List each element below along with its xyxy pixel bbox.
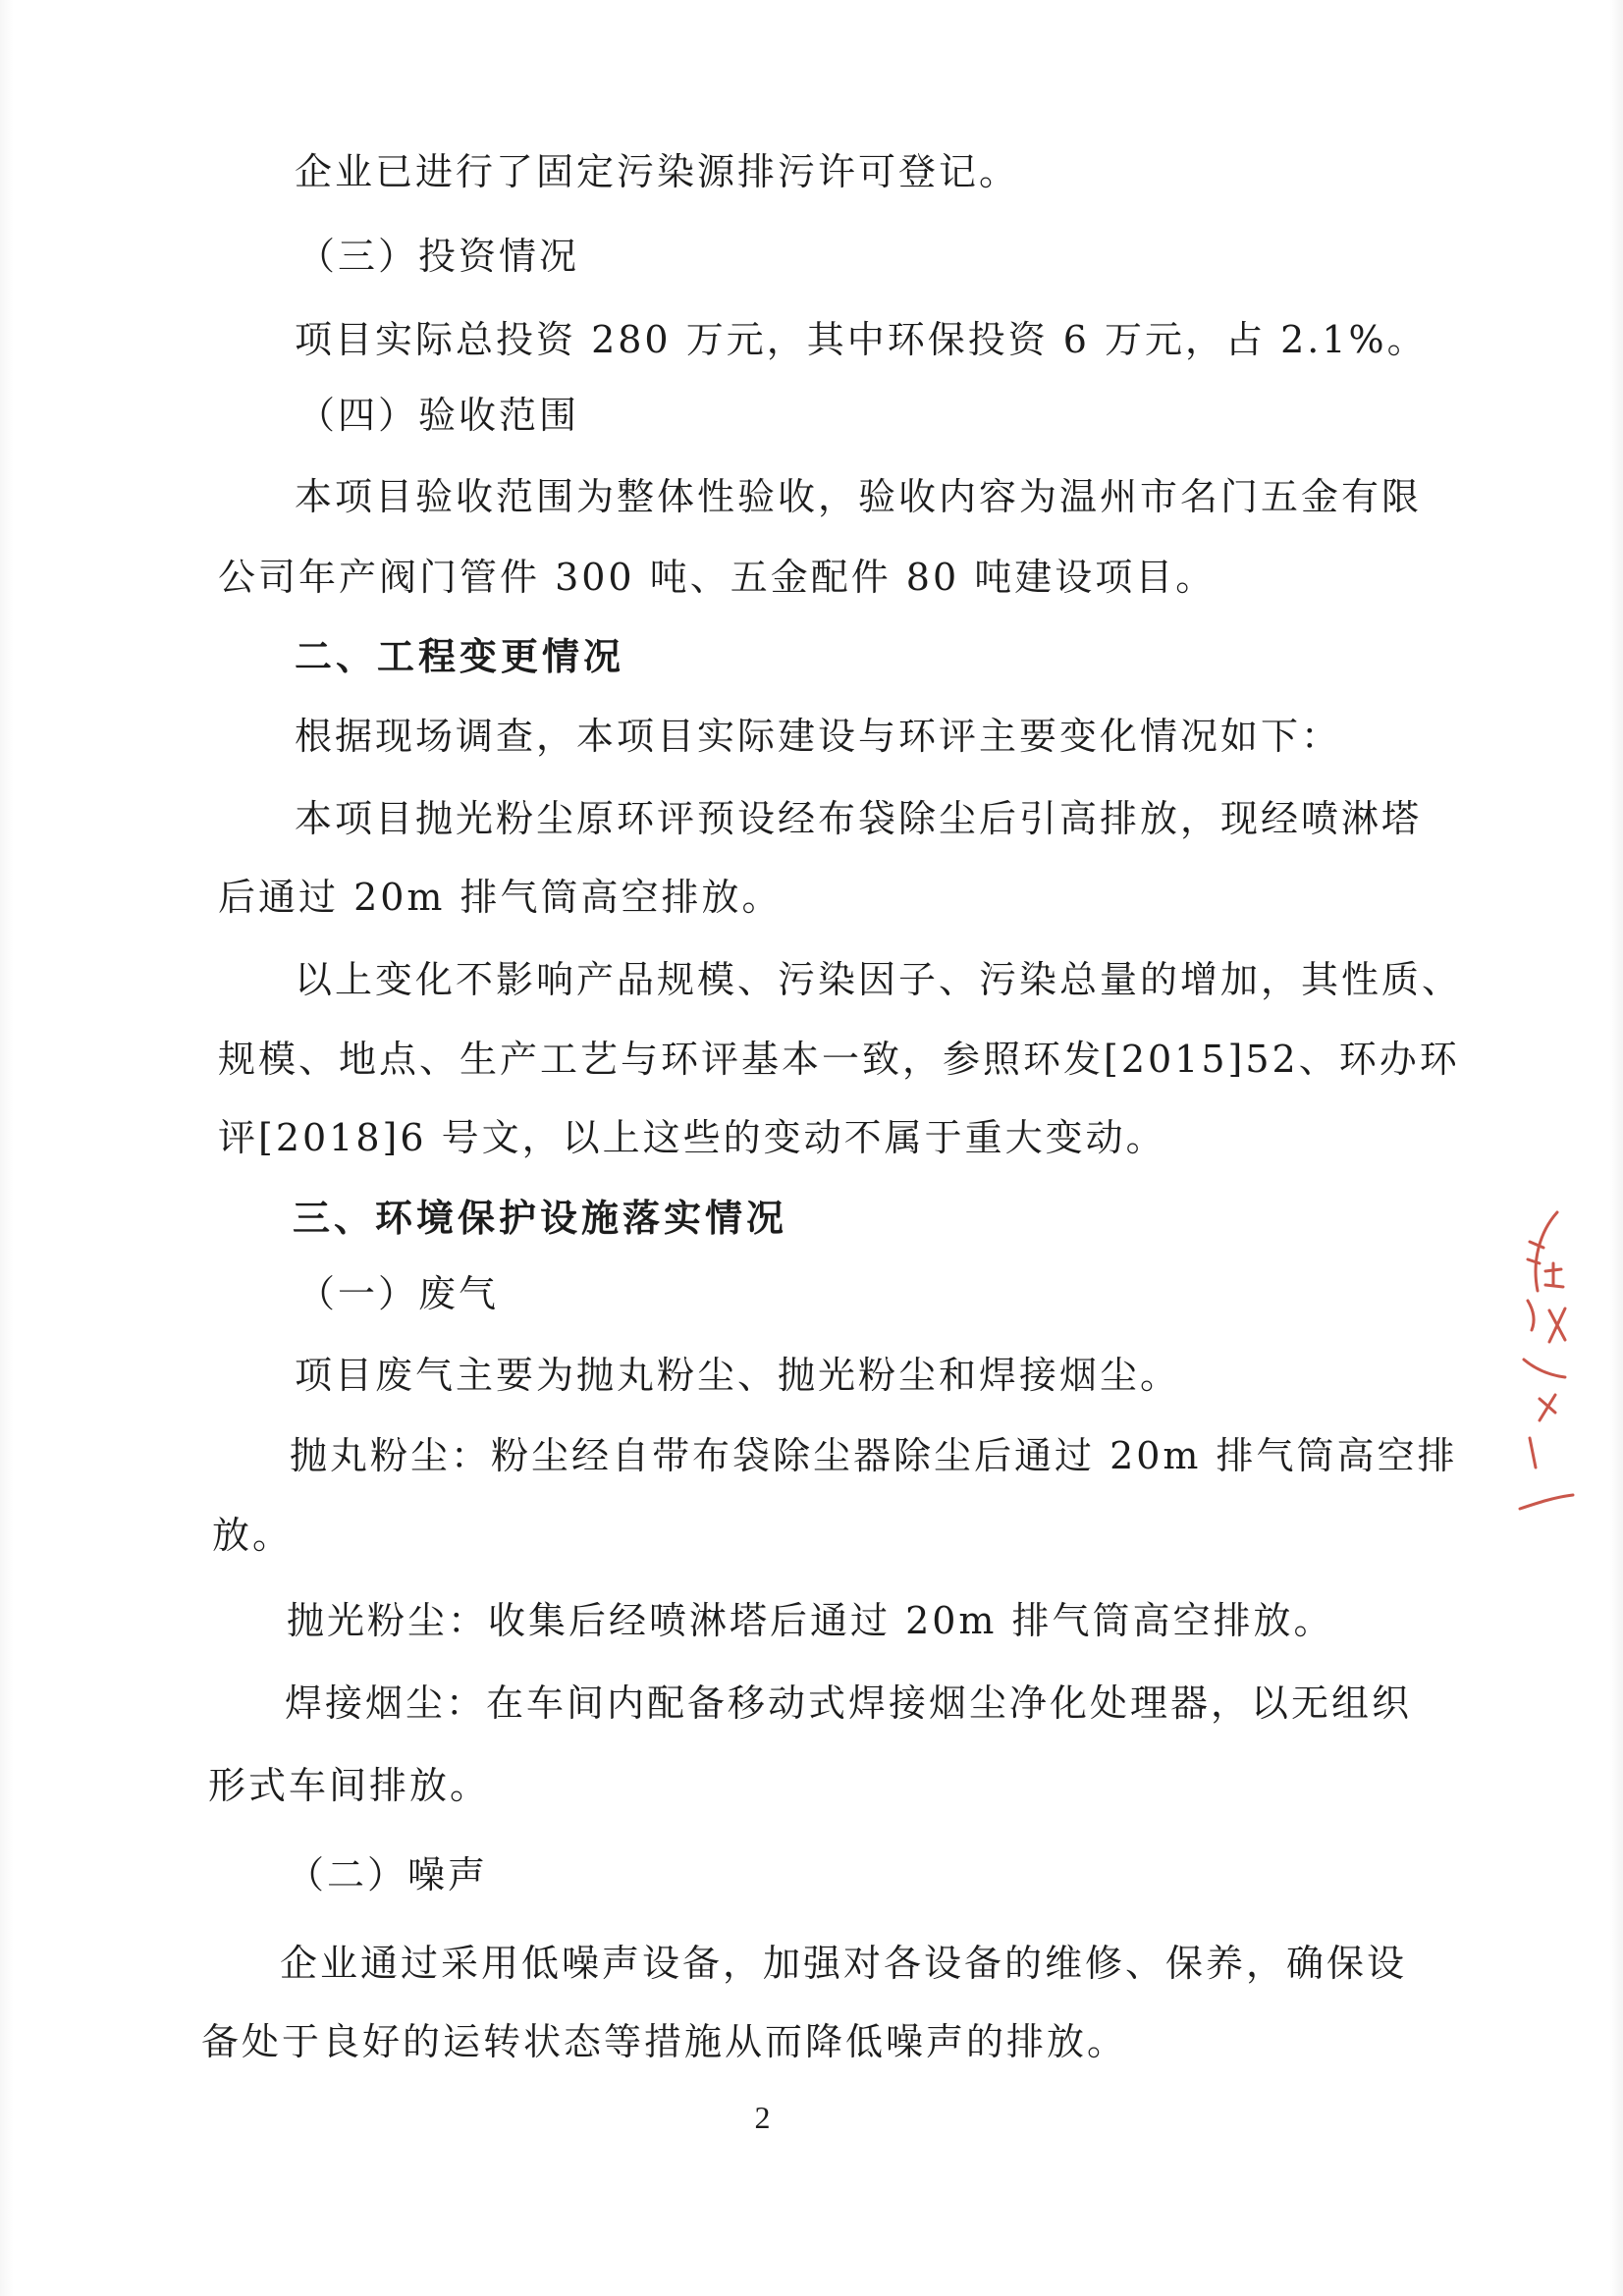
paragraph-line: 本项目抛光粉尘原环评预设经布袋除尘后引高排放，现经喷淋塔 (295, 797, 1423, 840)
paragraph-line: 项目废气主要为抛丸粉尘、抛光粉尘和焊接烟尘。 (295, 1354, 1181, 1397)
paragraph-line: 备处于良好的运转状态等措施从而降低噪声的排放。 (201, 2020, 1128, 2063)
paragraph-line: 以上变化不影响产品规模、污染因子、污染总量的增加，其性质、 (295, 958, 1463, 1001)
paragraph-line: 形式车间排放。 (208, 1764, 491, 1807)
paragraph-line: 根据现场调查，本项目实际建设与环评主要变化情况如下： (295, 715, 1342, 758)
paragraph-line: 企业通过采用低噪声设备，加强对各设备的维修、保养，确保设 (280, 1942, 1408, 1985)
seal-stamp-fragment (1510, 1202, 1579, 1556)
paragraph-line: 公司年产阀门管件 300 吨、五金配件 80 吨建设项目。 (218, 556, 1217, 599)
paragraph-line: 抛丸粉尘：粉尘经自带布袋除尘器除尘后通过 20m 排气筒高空排 (290, 1434, 1458, 1477)
paragraph-line: 规模、地点、生产工艺与环评基本一致，参照环发[2015]52、环办环 (218, 1038, 1460, 1081)
paragraph-line: 评[2018]6 号文，以上这些的变动不属于重大变动。 (218, 1116, 1166, 1159)
paragraph-line: 企业已进行了固定污染源排污许可登记。 (295, 150, 1020, 193)
section-heading: （一）废气 (298, 1272, 500, 1315)
paragraph-line: 抛光粉尘：收集后经喷淋塔后通过 20m 排气筒高空排放。 (287, 1599, 1334, 1642)
section-heading: （三）投资情况 (298, 235, 580, 278)
paragraph-line: 项目实际总投资 280 万元，其中环保投资 6 万元，占 2.1%。 (295, 318, 1428, 361)
page-number: 2 (754, 2100, 771, 2135)
paragraph-line: 后通过 20m 排气筒高空排放。 (218, 876, 783, 919)
chapter-heading: 三、环境保护设施落实情况 (293, 1196, 788, 1240)
section-heading: （二）噪声 (287, 1853, 489, 1896)
paragraph-line: 本项目验收范围为整体性验收，验收内容为温州市名门五金有限 (295, 475, 1423, 518)
paragraph-line: 焊接烟尘：在车间内配备移动式焊接烟尘净化处理器，以无组织 (285, 1682, 1413, 1725)
section-heading: （四）验收范围 (298, 394, 580, 437)
chapter-heading: 二、工程变更情况 (295, 634, 625, 678)
paragraph-line: 放。 (212, 1514, 294, 1557)
